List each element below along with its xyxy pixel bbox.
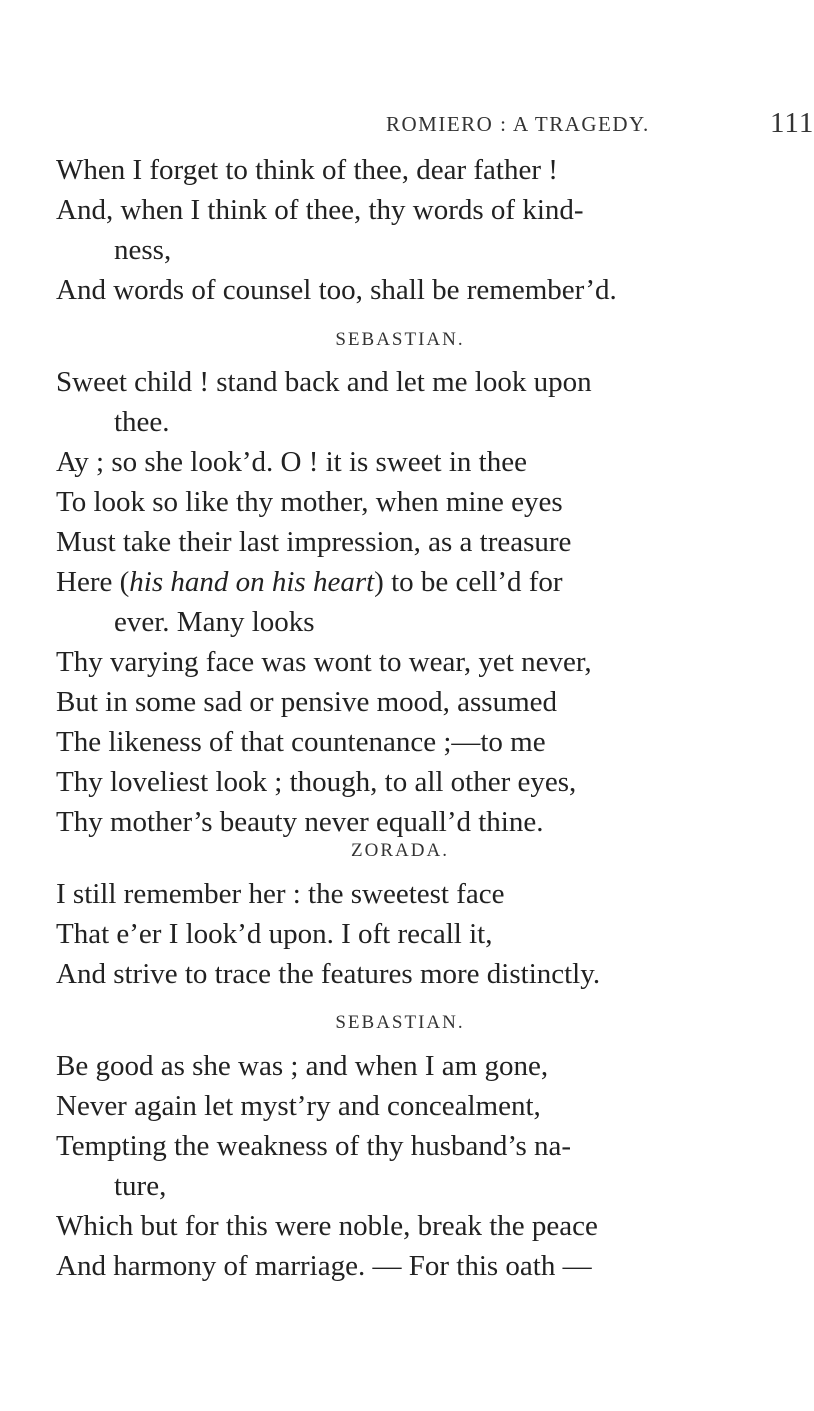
- verse-line: Which but for this were noble, break the peace: [56, 1210, 598, 1242]
- verse-line: And, when I think of thee, thy words of kind-: [56, 194, 584, 226]
- verse-line: But in some sad or pensive mood, assumed: [56, 686, 558, 718]
- verse-line: Must take their last impression, as a treasure: [56, 526, 572, 558]
- verse-block-4: [56, 1046, 756, 1286]
- verse-line: [56, 562, 756, 602]
- speaker-name: SEBASTIAN.: [335, 329, 465, 350]
- verse-line: The likeness of that countenance ;—to me: [56, 726, 546, 758]
- verse-line: Thy varying face was wont to wear, yet never,: [56, 646, 592, 678]
- verse-line: Thy loveliest look ; though, to all other eyes,: [56, 766, 577, 798]
- verse-block-1: [56, 150, 756, 310]
- verse-line: Sweet child ! stand back and let me look upon: [56, 366, 592, 398]
- running-title: ROMIERO : A TRAGEDY.: [386, 112, 650, 136]
- verse-line: Be good as she was ; and when I am gone,: [56, 1050, 549, 1082]
- speaker-name: ZORADA.: [351, 840, 449, 861]
- verse-line: ness,: [114, 234, 172, 266]
- verse-line: I still remember her : the sweetest face: [56, 878, 505, 910]
- speaker-name: SEBASTIAN.: [335, 1012, 465, 1033]
- verse-line: ever. Many looks: [114, 606, 315, 638]
- verse-line: That e’er I look’d upon. I oft recall it,: [56, 918, 493, 950]
- verse-block-2: [56, 362, 756, 842]
- running-head: [386, 107, 814, 139]
- verse-line: Never again let myst’ry and concealment,: [56, 1090, 541, 1122]
- verse-line: thee.: [114, 406, 170, 438]
- stage-direction: his hand on his heart: [129, 566, 375, 598]
- verse-line: Thy mother’s beauty never equall’d thine.: [56, 806, 544, 838]
- verse-text: ) to be cell’d for: [374, 566, 563, 598]
- verse-line: Tempting the weakness of thy husband’s na-: [56, 1130, 572, 1162]
- verse-line: To look so like thy mother, when mine eyes: [56, 486, 563, 518]
- verse-line: And strive to trace the features more distinctly.: [56, 958, 601, 990]
- verse-line: Ay ; so she look’d. O ! it is sweet in thee: [56, 446, 527, 478]
- verse-line: And harmony of marriage. — For this oath —: [56, 1250, 592, 1282]
- verse-text: Here (: [56, 566, 130, 598]
- verse-line: ture,: [114, 1170, 167, 1202]
- verse-block-3: [56, 874, 756, 994]
- verse-line: And words of counsel too, shall be remember’d.: [56, 274, 617, 306]
- page-number: 111: [770, 107, 814, 139]
- verse-line: When I forget to think of thee, dear father !: [56, 154, 558, 186]
